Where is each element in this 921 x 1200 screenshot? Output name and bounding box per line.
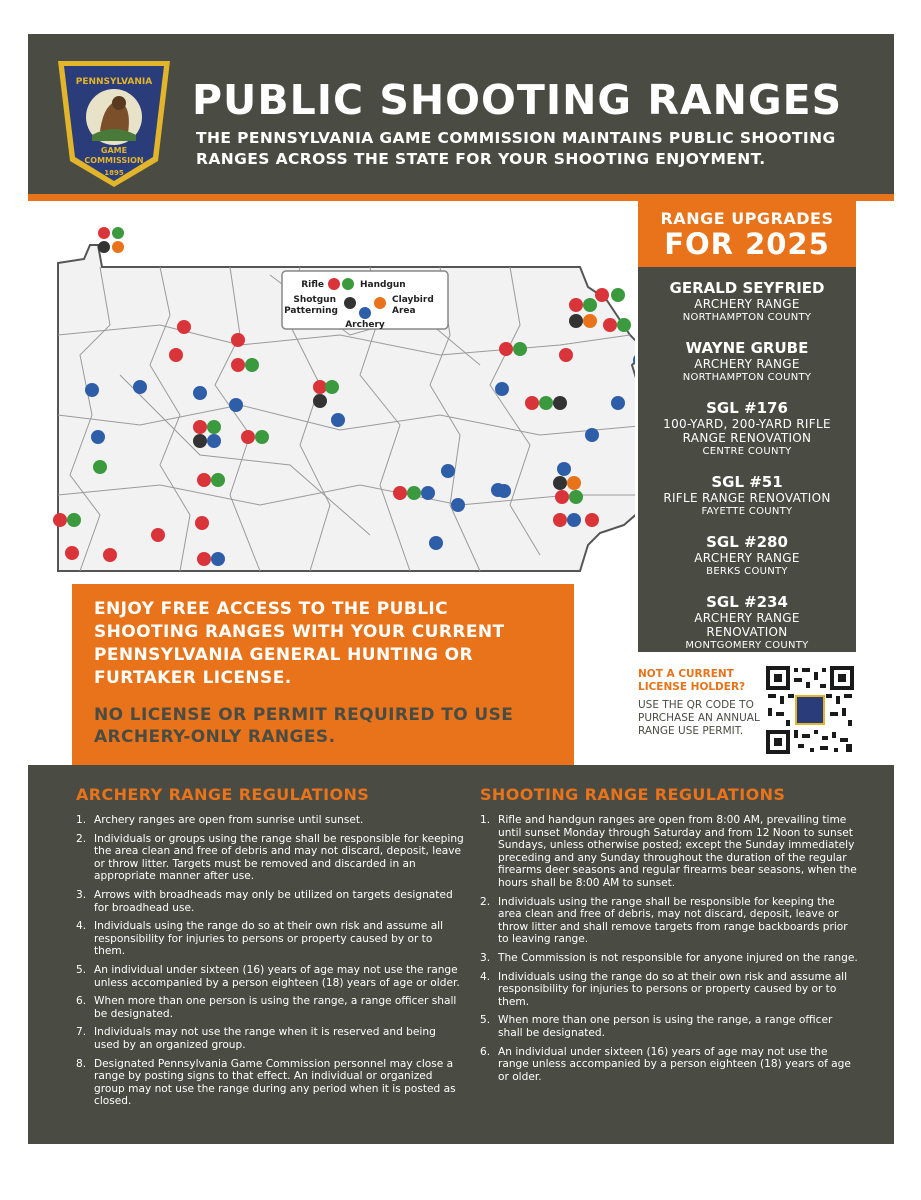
shooting-regs-title: SHOOTING RANGE REGULATIONS bbox=[480, 785, 786, 804]
shooting-regs-list bbox=[480, 814, 858, 1089]
list-item: 5. An individual under sixteen (16) years of age may not use the range unless accompanied by a person eighteen (18) years of age or older. bbox=[76, 963, 460, 989]
license-callout bbox=[72, 584, 574, 765]
upgrades-list bbox=[638, 267, 856, 652]
svg-text:Claybird: Claybird bbox=[392, 295, 434, 305]
list-item: 4. Individuals using the range do so at their own risk and assume all responsibility for injuries to persons or property caused by or to them. bbox=[76, 920, 444, 958]
svg-text:Shotgun: Shotgun bbox=[293, 295, 336, 305]
upgrade-item bbox=[638, 593, 856, 653]
svg-text:COMMISSION: COMMISSION bbox=[84, 156, 144, 165]
upgrade-desc: RIFLE RANGE RENOVATION bbox=[663, 491, 831, 505]
upgrade-name: SGL #280 bbox=[706, 533, 788, 551]
svg-text:GAME: GAME bbox=[100, 146, 128, 155]
upgrade-desc: ARCHERY RANGE bbox=[694, 297, 800, 311]
svg-text:Rifle: Rifle bbox=[301, 280, 324, 290]
upgrade-desc: 100-YARD, 200-YARD RIFLE RANGE RENOVATION bbox=[663, 417, 831, 445]
upgrade-name: WAYNE GRUBE bbox=[685, 339, 809, 357]
svg-text:Archery: Archery bbox=[345, 320, 385, 330]
svg-text:Patterning: Patterning bbox=[284, 306, 338, 316]
upgrade-name: SGL #51 bbox=[711, 473, 783, 491]
upgrades-heading-line1: RANGE UPGRADES bbox=[660, 209, 834, 228]
upgrade-county: NORTHAMPTON COUNTY bbox=[682, 372, 812, 383]
callout-primary: ENJOY FREE ACCESS TO THE PUBLIC SHOOTING RANGES WITH YOUR CURRENT PENNSYLVANIA GENERAL HUNTING OR FURTAKER LICENSE. bbox=[94, 599, 505, 688]
upgrade-item bbox=[638, 399, 856, 459]
archery-regs-list bbox=[76, 814, 464, 1114]
upgrade-item bbox=[638, 279, 856, 325]
qr-text: USE THE QR CODE TO PURCHASE AN ANNUAL RANGE USE PERMIT. bbox=[638, 699, 760, 737]
svg-text:Area: Area bbox=[392, 306, 416, 316]
upgrade-desc: ARCHERY RANGE RENOVATION bbox=[694, 611, 800, 639]
qr-title: NOT A CURRENT LICENSE HOLDER? bbox=[638, 668, 746, 693]
upgrade-name: SGL #234 bbox=[706, 593, 788, 611]
callout-secondary: NO LICENSE OR PERMIT REQUIRED TO USE ARCHERY-ONLY RANGES. bbox=[94, 705, 514, 747]
svg-text:PENNSYLVANIA: PENNSYLVANIA bbox=[75, 77, 153, 87]
map-legend bbox=[282, 271, 448, 330]
upgrade-county: MONTGOMERY COUNTY bbox=[685, 640, 809, 651]
page-subtitle: THE PENNSYLVANIA GAME COMMISSION MAINTAINS PUBLIC SHOOTING RANGES ACROSS THE STATE FOR YOUR SHOOTING ENJOYMENT. bbox=[196, 129, 836, 168]
list-item: 1. Rifle and handgun ranges are open from 8:00 AM, prevailing time until sunset Monday through Saturday and from 12 Noon to sunset Sundays, unless otherwise posted; except the Sunday immediately preceding and any Sunday throughout the duration of the regular firearms deer seasons and regular firearms bear seasons, when the hours shall be 8:00 AM to sunset. bbox=[480, 814, 857, 889]
upgrades-heading-line2: FOR 2025 bbox=[664, 227, 830, 261]
list-item: 8. Designated Pennsylvania Game Commission personnel may close a range by posting signs to that effect. An individual or organized group may not use the range during any period when it is posted as closed. bbox=[76, 1057, 456, 1108]
upgrades-heading bbox=[638, 201, 856, 267]
list-item: 1. Archery ranges are open from sunrise until sunset. bbox=[76, 814, 364, 826]
game-commission-logo bbox=[52, 57, 176, 189]
svg-text:1895: 1895 bbox=[104, 169, 124, 177]
list-item: 7. Individuals may not use the range when it is reserved and being used by an organized group. bbox=[76, 1026, 436, 1051]
list-item: 3. Arrows with broadheads may only be utilized on targets designated for broadhead use. bbox=[76, 888, 453, 914]
upgrade-item bbox=[638, 473, 856, 519]
upgrade-item bbox=[638, 339, 856, 385]
archery-regs-title: ARCHERY RANGE REGULATIONS bbox=[76, 785, 370, 804]
upgrade-county: NORTHAMPTON COUNTY bbox=[682, 312, 812, 323]
upgrade-item bbox=[638, 533, 856, 579]
list-item: 6. An individual under sixteen (16) years of age may not use the range unless accompanied by a person eighteen (18) years of age or older. bbox=[480, 1045, 851, 1083]
list-item: 4. Individuals using the range do so at their own risk and assume all responsibility for injuries to persons or property caused by or to them. bbox=[480, 970, 848, 1008]
list-item: 5. When more than one person is using the range, a range officer shall be designated. bbox=[480, 1014, 833, 1039]
upgrade-desc: ARCHERY RANGE bbox=[694, 357, 800, 371]
upgrade-county: CENTRE COUNTY bbox=[702, 446, 792, 457]
qr-code[interactable] bbox=[764, 664, 856, 756]
upgrade-county: BERKS COUNTY bbox=[706, 566, 788, 577]
list-item: 2. Individuals using the range shall be responsible for keeping the area clean and free of debris, may not discard, deposit, leave or throw litter and shall remove targets from range backboards prior to leaving range. bbox=[480, 895, 848, 946]
upgrade-name: SGL #176 bbox=[706, 399, 788, 417]
list-item: 2. Individuals or groups using the range shall be responsible for keeping the area clean and free of debris and may not discard, deposit, leave or throw litter. Targets must be removed and discarded in an appropriate manner after use. bbox=[76, 832, 464, 883]
upgrade-county: FAYETTE COUNTY bbox=[701, 506, 793, 517]
pennsylvania-map bbox=[40, 215, 635, 585]
list-item: 6. When more than one person is using the range, a range officer shall be designated. bbox=[76, 995, 457, 1020]
divider bbox=[28, 194, 894, 201]
upgrade-name: GERALD SEYFRIED bbox=[669, 279, 825, 297]
list-item: 3. The Commission is not responsible for anyone injured on the range. bbox=[480, 951, 858, 964]
upgrade-desc: ARCHERY RANGE bbox=[694, 551, 800, 565]
svg-text:Handgun: Handgun bbox=[360, 280, 406, 290]
page-title: PUBLIC SHOOTING RANGES bbox=[192, 76, 843, 124]
